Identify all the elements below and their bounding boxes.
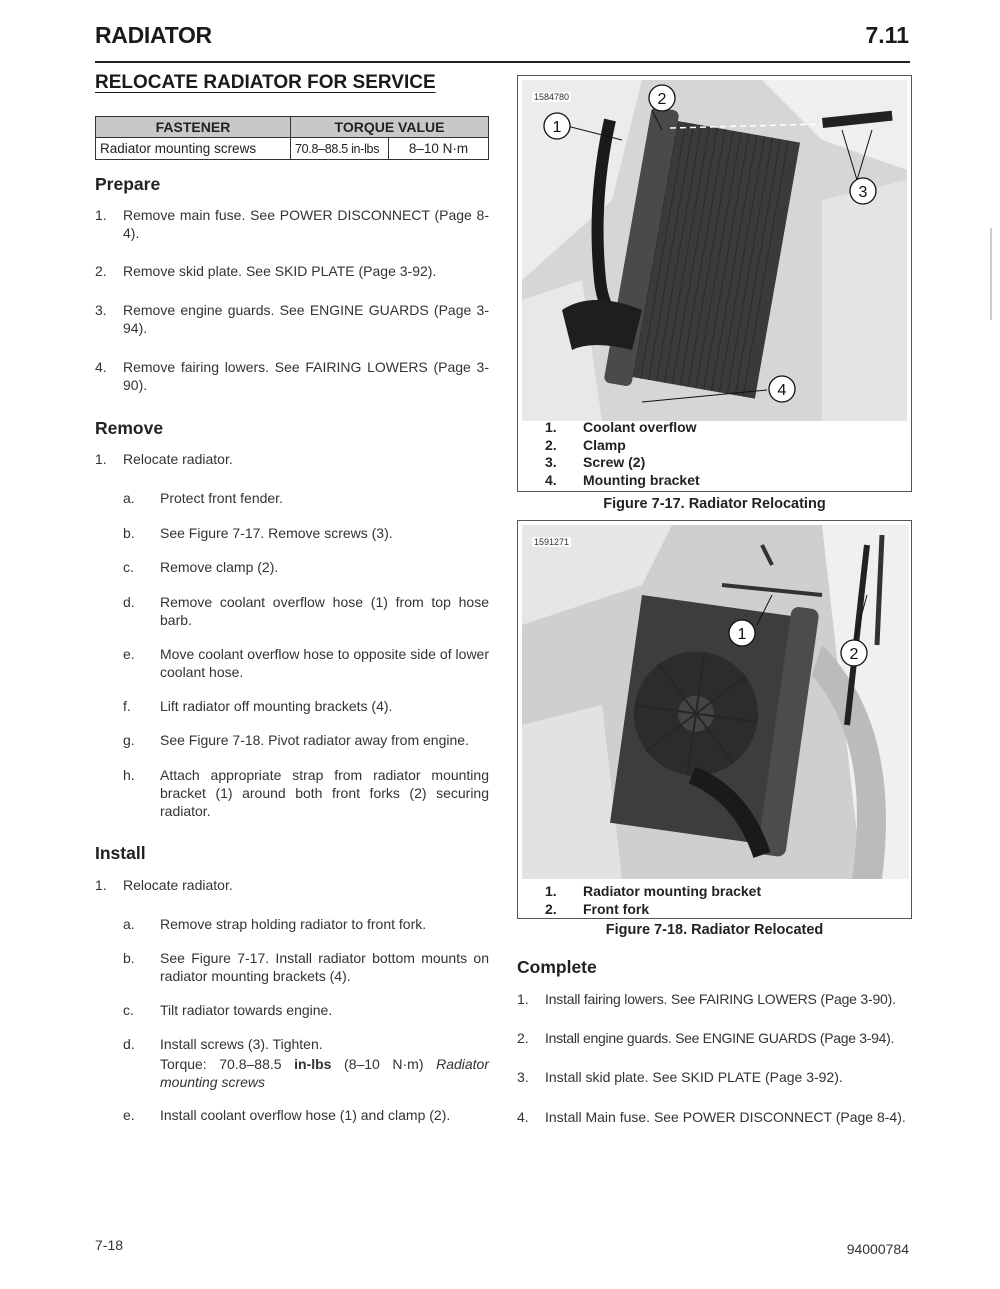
- figure-7-17-caption: Figure 7-17. Radiator Relocating: [603, 496, 826, 512]
- figure-image-id: 1591271: [534, 537, 570, 547]
- torque-header: TORQUE VALUE: [291, 117, 489, 138]
- figure-image-id: 1584780: [534, 92, 570, 102]
- remove-heading: Remove: [95, 418, 164, 438]
- legend-text: Front fork: [583, 900, 650, 917]
- torque-fastener: Radiator mounting screws: [160, 1056, 489, 1090]
- list-item: [95, 358, 489, 394]
- substep-text: Tilt radiator towards engine.: [160, 1002, 333, 1018]
- radiator-relocated-photo: [522, 525, 909, 879]
- document-number: 94000784: [846, 1241, 909, 1257]
- remove-substeps: [123, 489, 489, 820]
- section-number: 7.11: [865, 22, 909, 48]
- torque-nm-cell: 8–10 N·m: [389, 138, 489, 160]
- step-text: Remove skid plate. See SKID PLATE (Page 3-92).: [123, 263, 437, 279]
- substep-letter: g.: [123, 732, 135, 748]
- list-item: [95, 206, 489, 262]
- step-text: Install Main fuse. See POWER DISCONNECT (Page 8-4).: [545, 1109, 906, 1125]
- list-item: [123, 1001, 489, 1035]
- substep-text: See Figure 7-17. Remove screws (3).: [160, 525, 393, 541]
- legend-number: 3.: [545, 454, 557, 470]
- callout-2: 2: [849, 646, 859, 663]
- remove-step1: [95, 450, 489, 468]
- prepare-list: [95, 206, 489, 394]
- callout-3: 3: [858, 184, 868, 201]
- substep-letter: c.: [123, 1002, 134, 1018]
- substep-letter: a.: [123, 490, 135, 506]
- list-item: [123, 558, 489, 593]
- legend-item: [545, 472, 700, 490]
- list-item: [123, 766, 489, 820]
- figure-legend: [545, 883, 761, 918]
- torque-prefix: Torque: 70.8–88.5: [160, 1056, 295, 1072]
- legend-text: Clamp: [583, 436, 626, 453]
- step-number: 3.: [517, 1069, 529, 1085]
- substep-letter: c.: [123, 559, 134, 575]
- list-item: [95, 301, 489, 358]
- torque-mid: (8–10 N·m): [331, 1056, 437, 1072]
- step-number: 4.: [517, 1109, 529, 1125]
- install-substeps: [123, 915, 489, 1124]
- list-item: [517, 1029, 910, 1068]
- step-text: Install skid plate. See SKID PLATE (Page 3-92).: [545, 1069, 843, 1085]
- complete-heading: Complete: [517, 957, 597, 977]
- legend-number: 2.: [545, 900, 557, 917]
- legend-item: [545, 419, 700, 437]
- install-step1: [95, 876, 489, 894]
- list-item: [123, 1035, 489, 1106]
- list-item: [123, 489, 489, 524]
- callout-2: 2: [657, 91, 667, 108]
- page-number: 7-18: [95, 1237, 124, 1253]
- legend-item: [545, 883, 761, 901]
- legend-item: [545, 437, 700, 455]
- figure-7-18: [517, 520, 912, 919]
- step-text: Remove main fuse. See POWER DISCONNECT (Page 8-4).: [123, 207, 489, 241]
- legend-text: Mounting bracket: [583, 471, 700, 488]
- substep-text: Lift radiator off mounting brackets (4).: [160, 698, 393, 714]
- header-rule: [95, 61, 910, 63]
- fastener-cell: Radiator mounting screws: [96, 138, 291, 160]
- radiator-relocated-illustration: [522, 525, 909, 879]
- chapter-title: RADIATOR: [95, 22, 212, 48]
- substep-text: See Figure 7-17. Install radiator bottom mounts on radiator mounting brackets (4).: [160, 950, 489, 984]
- step-number: 1.: [95, 877, 107, 893]
- figure-7-17: [517, 75, 912, 492]
- figure-legend: [545, 419, 700, 489]
- torque-unit: in-lbs: [294, 1056, 332, 1072]
- substep-letter: b.: [123, 525, 135, 541]
- substep-text: Remove coolant overflow hose (1) from top hose barb.: [160, 594, 489, 628]
- torque-inlbs-value: 70.8–88.5 in-lbs: [295, 141, 380, 156]
- figure-7-18-caption: Figure 7-18. Radiator Relocated: [605, 922, 824, 938]
- step-text: Remove fairing lowers. See FAIRING LOWERS (Page 3-90).: [123, 359, 489, 393]
- fastener-table: [95, 116, 489, 160]
- list-item: [517, 1108, 910, 1126]
- substep-letter: f.: [123, 698, 131, 714]
- step-text: Relocate radiator.: [123, 451, 233, 467]
- list-item: [95, 262, 489, 301]
- list-item: [123, 949, 489, 1001]
- step-number: 1.: [517, 991, 529, 1007]
- step-text: Relocate radiator.: [123, 877, 233, 893]
- step-number: 3.: [95, 302, 107, 318]
- substep-letter: b.: [123, 950, 135, 966]
- substep-letter: d.: [123, 594, 135, 610]
- legend-item: [545, 901, 761, 919]
- list-item: [95, 876, 489, 894]
- list-item: [123, 645, 489, 697]
- substep-letter: h.: [123, 767, 135, 783]
- torque-inlbs-cell: [291, 138, 389, 160]
- substep-letter: e.: [123, 646, 135, 662]
- substep-text: Protect front fender.: [160, 490, 283, 506]
- callout-4: 4: [777, 382, 787, 399]
- step-number: 2.: [95, 263, 107, 279]
- callout-1: 1: [552, 119, 562, 136]
- substep-text: Install screws (3). Tighten.: [160, 1036, 323, 1052]
- callout-1: 1: [737, 626, 747, 643]
- step-number: 4.: [95, 359, 107, 375]
- substep-text: Remove clamp (2).: [160, 559, 279, 575]
- legend-number: 2.: [545, 436, 557, 453]
- step-number: 1.: [95, 451, 107, 467]
- list-item: [123, 593, 489, 645]
- substep-letter: e.: [123, 1107, 135, 1123]
- step-text: Install engine guards. See ENGINE GUARDS (Page 3-94).: [545, 1030, 895, 1046]
- scan-edge-mark: [990, 228, 992, 320]
- list-item: [123, 1106, 489, 1124]
- legend-text: Radiator mounting bracket: [583, 883, 762, 899]
- legend-item: [545, 454, 700, 472]
- list-item: [517, 990, 910, 1029]
- list-item: [95, 450, 489, 468]
- legend-text: Coolant overflow: [583, 419, 697, 435]
- torque-spec: [160, 1055, 489, 1091]
- radiator-relocating-illustration: [522, 80, 907, 421]
- substep-text: Remove strap holding radiator to front fork.: [160, 916, 427, 932]
- radiator-photo: [522, 80, 907, 421]
- substep-letter: a.: [123, 916, 135, 932]
- substep-text: Attach appropriate strap from radiator mounting bracket (1) around both front forks (2) securing radiator.: [160, 767, 489, 819]
- substep-text: Install coolant overflow hose (1) and clamp (2).: [160, 1107, 451, 1123]
- substep-letter: d.: [123, 1036, 135, 1052]
- step-number: 1.: [95, 207, 107, 223]
- step-text: Remove engine guards. See ENGINE GUARDS (Page 3-94).: [123, 302, 489, 336]
- legend-text: Screw (2): [583, 454, 646, 470]
- list-item: [123, 524, 489, 558]
- fastener-header: FASTENER: [96, 117, 291, 138]
- step-number: 2.: [517, 1030, 529, 1046]
- section-title: RELOCATE RADIATOR FOR SERVICE: [95, 72, 436, 93]
- legend-number: 1.: [545, 419, 557, 435]
- substep-text: See Figure 7-18. Pivot radiator away from engine.: [160, 732, 469, 748]
- complete-list: [517, 990, 910, 1126]
- legend-number: 4.: [545, 471, 557, 488]
- legend-number: 1.: [545, 883, 557, 899]
- substep-text: Move coolant overflow hose to opposite side of lower coolant hose.: [160, 646, 489, 680]
- list-item: [517, 1068, 910, 1108]
- list-item: [123, 697, 489, 731]
- list-item: [123, 915, 489, 949]
- step-text: Install fairing lowers. See FAIRING LOWERS (Page 3-90).: [545, 991, 896, 1007]
- list-item: [123, 731, 489, 766]
- install-heading: Install: [95, 843, 146, 863]
- prepare-heading: Prepare: [95, 174, 161, 194]
